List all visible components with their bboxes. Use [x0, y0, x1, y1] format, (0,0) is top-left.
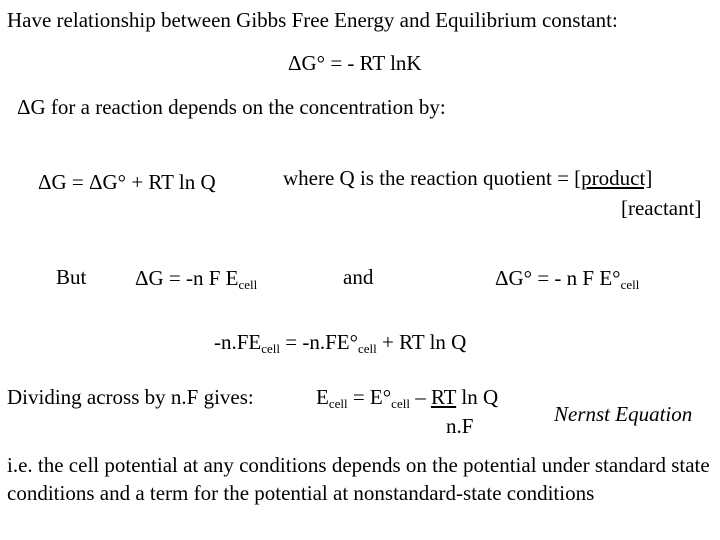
nernst-equation-label: Nernst Equation — [554, 402, 693, 426]
standard-cell-equation: ΔG° = - n F $E^\circ_{cell}$ — [495, 266, 640, 292]
combined-cell-equation: $-n.FE_{cell} = -n.FE^\circ_{cell}$ + RT ln Q — [214, 330, 467, 356]
delta-g-equation: ΔG = ΔG° + RT ln Q — [38, 170, 216, 194]
nernst-formula: $E_{cell} = E^\circ_{cell}$ – RT ln Q — [316, 385, 499, 411]
where-text: where Q is the reaction quotient = — [283, 166, 575, 190]
intro-line: Have relationship between Gibbs Free Energy and Equilibrium constant: — [7, 8, 618, 32]
concentration-dependence-line: ΔG for a reaction depends on the concentration by: — [17, 95, 446, 119]
and-label: and — [343, 265, 374, 289]
delta-g-cell-equation: ΔG = -n F $E_{cell}$ — [135, 266, 258, 292]
nf-denominator: n.F — [446, 414, 474, 438]
dividing-text: Dividing across by n.F gives: — [7, 385, 254, 409]
but-label: But — [56, 265, 87, 289]
conclusion-paragraph: i.e. the cell potential at any conditions depends on the potential under standard state conditions and a term for the potential at nonstandard-state conditions — [7, 453, 710, 505]
reaction-quotient-definition — [283, 166, 652, 191]
product-term: [product] — [574, 166, 653, 190]
rt-numerator: RT — [430, 385, 457, 409]
reactant-term: [reactant] — [621, 196, 702, 220]
equilibrium-equation: ΔG° = - RT lnK — [288, 51, 422, 75]
